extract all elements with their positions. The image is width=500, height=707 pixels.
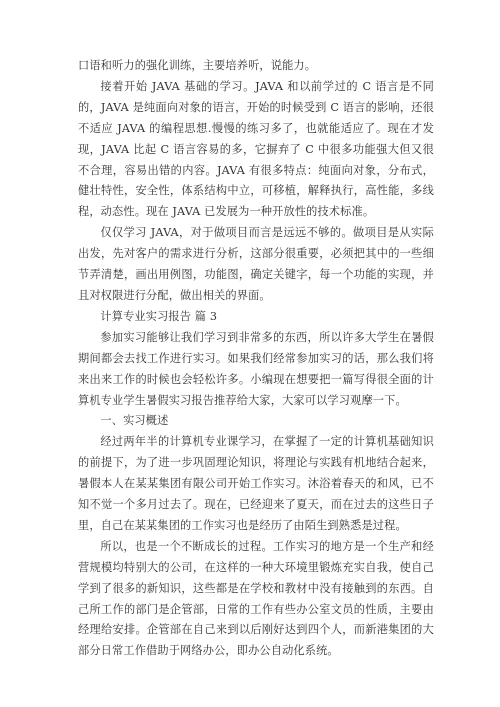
paragraph-internship-intro: 参加实习能够让我们学习到非常多的东西，所以许多大学生在暑假期间都会去找工作进行实习。如果我们经常参加实习的话，那么我们将来出来工作的时候也会轻松许多。小编现在想要把一篇写得很全面的计算机专业学生暑假实习报告推荐给大家，大家可以学习观摩一下。 [78, 330, 434, 407]
paragraph-1: 口语和听力的强化训练，主要培养听，说能力。 [78, 59, 317, 72]
paragraph-overview-1: 经过两年半的计算机专业课学习，在掌握了一定的计算机基础知识的前提下，为了进一步巩固理论知识，将理论与实践有机地结合起来，暑假本人在某某集团有限公司开始工作实习。沐浴着春天的和风，已不知不觉一个多月过去了。现在，已经迎来了夏天，而在过去的这些日子里，自己在某某集团的工作实习也是经历了由陌生到熟悉是过程。 [78, 435, 434, 532]
section-heading-report-3: 计算专业实习报告 篇 3 [100, 309, 218, 323]
paragraph-overview-2: 所以，也是一个不断成长的过程。工作实习的地方是一个生产和经营规模均特别大的公司，在这样的一种大环境里锻炼充实自我，使自己学到了很多的新知识，这些都是在学校和教材中没有接触到的东西。自己所工作的部门是企管部，日常的工作有些办公室文员的性质，主要由经理给安排。企管部在自己来到以后刚好达到四个人，而新港集团的大部分日常工作借助于网络办公，即办公自动化系统。 [78, 539, 434, 658]
paragraph-project-work: 仅仅学习 JAVA，对于做项目而言是远远不够的。做项目是从实际出发，先对客户的需求进行分析，这部分很重要，必须把其中的一些细节弄清楚，画出用例图，功能图，确定关键字，每一个功能的实现，并且对权限进行分配，做出相关的界面。 [78, 226, 434, 302]
paragraph-java-basics: 接着开始 JAVA 基础的学习。JAVA 和以前学过的 C 语言是不同的，JAVA 是纯面向对象的语言，开始的时候受到 C 语言的影响，还很不适应 JAVA 的编程思想.慢慢的练习多了，也就能适应了。现在才发现，JAVA 比起 C 语言容易的多，它摒弃了 C 中很多功能强大但又很不合理，容易出错的内容。JAVA 有很多特点：纯面向对象，分布式，健壮特性，安全性，体系结构中立，可移植，解释执行，高性能，多线程，动态性。现在 JAVA 已发展为一种开放性的技术标准。 [78, 79, 434, 219]
document-page [78, 56, 434, 662]
section-heading-overview: 一、实习概述 [100, 414, 169, 428]
